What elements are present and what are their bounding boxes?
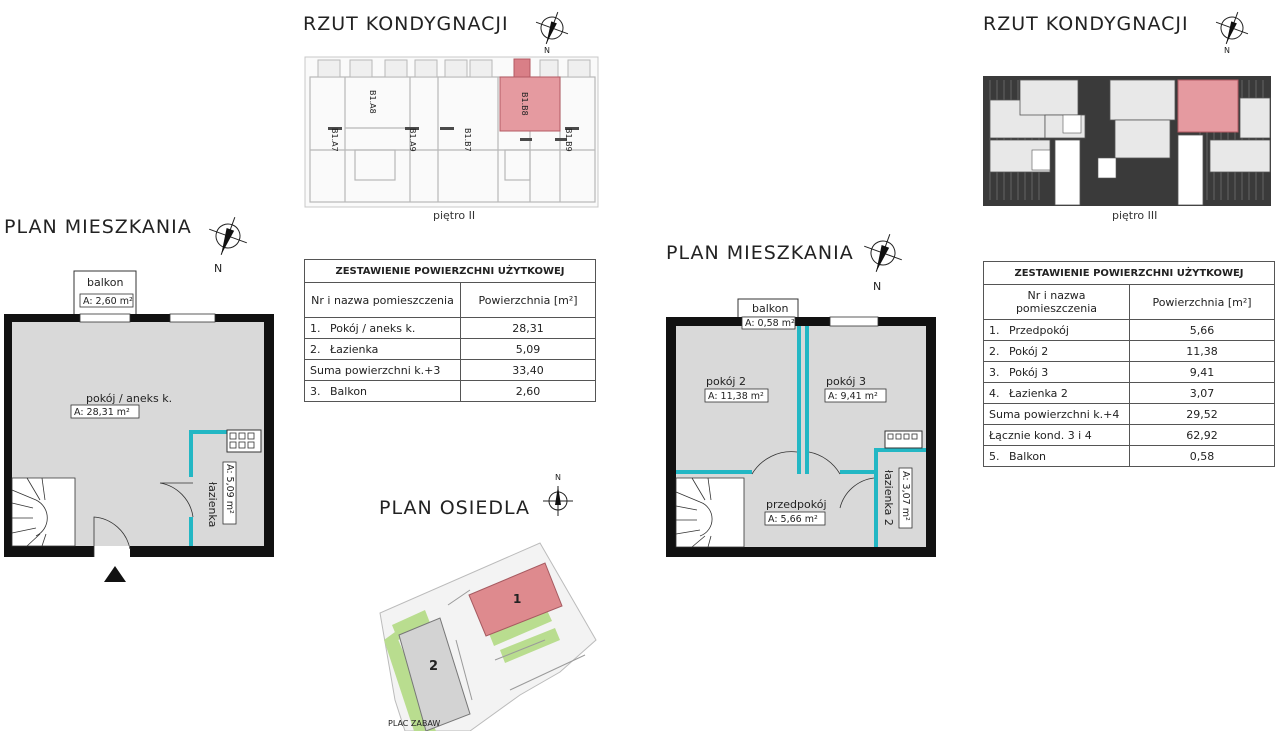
room-area: A: 28,31 m² [74, 407, 130, 418]
balcony-label: balkon [87, 276, 124, 289]
table-row [305, 339, 596, 360]
row-name: Pokój / aneks k. [330, 321, 416, 335]
row-value: 9,41 [1130, 362, 1275, 383]
row-name: Łazienka 2 [1009, 386, 1068, 400]
row-number: 3. [989, 365, 1000, 379]
balcony-label: balkon [752, 302, 789, 315]
table-row [305, 360, 596, 381]
floor-label-a: piętro II [433, 209, 476, 222]
playground-label: PLAC ZABAW [388, 719, 441, 728]
row-number: 2. [989, 344, 1000, 358]
unit-label: B1.A9 [408, 128, 417, 152]
bathroom-area: A: 5,09 m² [224, 464, 235, 514]
row-name: Pokój 3 [1009, 365, 1049, 379]
row-value: 28,31 [461, 318, 596, 339]
row-value: 0,58 [1130, 446, 1275, 467]
column-header-name: Nr i nazwa pomieszczenia [305, 283, 461, 318]
area-table-a [304, 259, 596, 402]
compass-n-label: N [873, 280, 882, 293]
table-row [984, 404, 1275, 425]
row-name: Łazienka [330, 342, 379, 356]
row-value: 5,66 [1130, 320, 1275, 341]
room-area: A: 11,38 m² [708, 391, 764, 402]
table-row [984, 446, 1275, 467]
hall-area: A: 5,66 m² [768, 514, 818, 525]
unit-label: B1.A7 [330, 128, 339, 152]
table-row [984, 320, 1275, 341]
building-1-label: 1 [513, 592, 522, 606]
unit-label: B1.B7 [463, 128, 472, 152]
table-row [984, 383, 1275, 404]
column-header-area: Powierzchnia [m²] [1130, 285, 1275, 320]
unit-label: B1.B9 [564, 128, 573, 152]
row-number: 3. [310, 384, 321, 398]
table-row [305, 381, 596, 402]
table-row [984, 425, 1275, 446]
column-header-area: Powierzchnia [m²] [461, 283, 596, 318]
bathroom-label: łazienka 2 [882, 470, 895, 526]
row-value: 2,60 [461, 381, 596, 402]
apartment-plan-b-title: PLAN MIESZKANIA [666, 242, 854, 264]
row-value: 33,40 [461, 360, 596, 381]
row-value: 5,09 [461, 339, 596, 360]
row-name: Balkon [330, 384, 368, 398]
unit-label: B1.A8 [368, 90, 377, 114]
balcony-area: A: 0,58 m² [745, 318, 795, 329]
estate-plan-title: PLAN OSIEDLA [379, 497, 531, 519]
table-row [984, 362, 1275, 383]
row-value: 29,52 [1130, 404, 1275, 425]
floor-label-b: piętro III [1112, 209, 1158, 222]
compass-n-label: N [544, 46, 550, 55]
row-name: Suma powierzchni k.+3 [310, 363, 441, 377]
table-row [305, 318, 596, 339]
row-number: 5. [989, 449, 1000, 463]
building-2-label: 2 [429, 659, 439, 674]
unit-label: B1.B8 [520, 92, 529, 116]
table-title: ZESTAWIENIE POWIERZCHNI UŻYTKOWEJ [305, 260, 596, 283]
area-table-b [983, 261, 1275, 467]
room-area: A: 9,41 m² [828, 391, 878, 402]
table-title: ZESTAWIENIE POWIERZCHNI UŻYTKOWEJ [984, 262, 1275, 285]
row-value: 62,92 [1130, 425, 1275, 446]
room-label: pokój / aneks k. [86, 392, 173, 405]
bathroom-label: łazienka [206, 482, 219, 528]
table-row [984, 341, 1275, 362]
floor-plan-b-title: RZUT KONDYGNACJI [983, 13, 1189, 35]
bathroom-area: A: 3,07 m² [900, 471, 911, 521]
balcony-area: A: 2,60 m² [83, 296, 133, 307]
floor-plan-a-title: RZUT KONDYGNACJI [303, 13, 509, 35]
row-name: Łącznie kond. 3 i 4 [989, 428, 1092, 442]
column-header-name: Nr i nazwa pomieszczenia [984, 285, 1130, 320]
row-name: Przedpokój [1009, 323, 1069, 337]
row-number: 1. [989, 323, 1000, 337]
compass-n-label: N [555, 473, 561, 482]
row-number: 2. [310, 342, 321, 356]
row-name: Balkon [1009, 449, 1047, 463]
row-name: Suma powierzchni k.+4 [989, 407, 1120, 421]
room-label: pokój 3 [826, 375, 866, 388]
row-name: Pokój 2 [1009, 344, 1049, 358]
hall-label: przedpokój [766, 498, 827, 511]
row-value: 11,38 [1130, 341, 1275, 362]
row-value: 3,07 [1130, 383, 1275, 404]
row-number: 4. [989, 386, 1000, 400]
room-label: pokój 2 [706, 375, 746, 388]
apartment-plan-a-title: PLAN MIESZKANIA [4, 216, 192, 238]
row-number: 1. [310, 321, 321, 335]
compass-n-label: N [1224, 46, 1230, 55]
compass-n-label: N [214, 262, 223, 275]
